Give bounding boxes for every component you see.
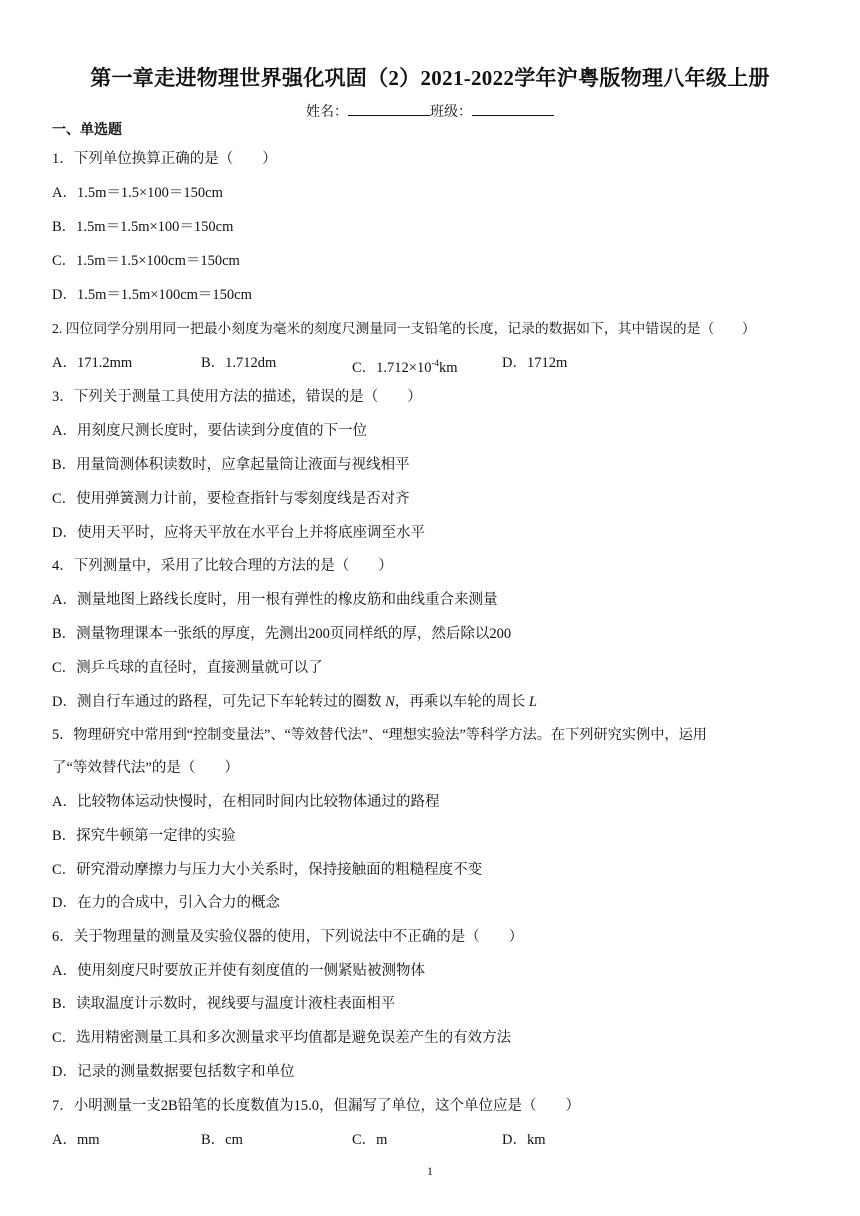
q4-option-d	[52, 692, 537, 712]
q5-option-c: C．研究滑动摩擦力与压力大小关系时，保持接触面的粗糙程度不变	[52, 862, 483, 878]
q5-option-d: D．在力的合成中，引入合力的概念	[52, 895, 280, 911]
page-number: 1	[427, 1164, 433, 1178]
q4-option-d-text-2: ，再乘以车轮的周长	[394, 694, 529, 710]
student-info	[0, 101, 860, 121]
q5-option-a: A．比较物体运动快慢时，在相同时间内比较物体通过的路程	[52, 794, 440, 810]
q5-option-b: B．探究牛顿第一定律的实验	[52, 828, 236, 844]
q3-option-a: A．用刻度尺测长度时，要估读到分度值的下一位	[52, 423, 367, 439]
q2-option-c-base: C．1.712×10	[352, 359, 432, 376]
q7-stem: 7．小明测量一支2B铅笔的长度数值为15.0，但漏写了单位，这个单位应是（ ）	[52, 1098, 581, 1114]
q5-stem-line-1: 5．物理研究中常用到“控制变量法”、“等效替代法”、“理想实验法”等科学方法。在下列研究实例中，运用	[52, 727, 707, 743]
q6-option-b: B．读取温度计示数时，视线要与温度计液柱表面相平	[52, 996, 396, 1012]
q2-option-c-unit: km	[438, 359, 458, 376]
q3-stem: 3．下列关于测量工具使用方法的描述，错误的是（ ）	[52, 389, 422, 405]
q4-option-c: C．测乒乓球的直径时，直接测量就可以了	[52, 660, 323, 676]
q4-stem: 4．下列测量中，采用了比较合理的方法的是（ ）	[52, 558, 393, 574]
q6-option-c: C．选用精密测量工具和多次测量求平均值都是避免误差产生的有效方法	[52, 1030, 512, 1046]
q7-option-c: C．m	[352, 1132, 388, 1148]
q1-option-d: D．1.5m＝1.5m×100cm＝150cm	[52, 287, 252, 303]
name-label: 姓名：	[306, 105, 348, 120]
document-title: 第一章走进物理世界强化巩固（2）2021-2022学年沪粤版物理八年级上册	[90, 66, 770, 90]
q2-option-d: D．1712m	[502, 355, 568, 371]
q2-option-c	[352, 353, 458, 378]
q6-option-d: D．记录的测量数据要包括数字和单位	[52, 1064, 295, 1080]
q3-option-c: C．使用弹簧测力计前，要检查指针与零刻度线是否对齐	[52, 491, 410, 507]
q4-option-b: B．测量物理课本一张纸的厚度，先测出200页同样纸的厚，然后除以200	[52, 626, 512, 642]
q4-option-d-text-1: D．测自行车通过的路程，可先记下车轮转过的圈数	[52, 694, 386, 710]
q4-option-a: A．测量地图上路线长度时，用一根有弹性的橡皮筋和曲线重合来测量	[52, 592, 498, 608]
q7-option-d: D．km	[502, 1132, 546, 1148]
q3-option-d: D．使用天平时，应将天平放在水平台上并将底座调至水平	[52, 525, 425, 541]
q4-option-d-var-l: L	[528, 694, 537, 710]
q6-stem: 6．关于物理量的测量及实验仪器的使用，下列说法中不正确的是（ ）	[52, 929, 524, 945]
q3-option-b: B．用量筒测体积读数时，应拿起量筒让液面与视线相平	[52, 457, 410, 473]
q2-stem: 2. 四位同学分别用同一把最小刻度为毫米的刻度尺测量同一支铅笔的长度，记录的数据如下，其中错误的是（ ）	[52, 321, 756, 336]
q2-option-c-exponent: -4	[431, 358, 439, 368]
q5-stem-line-2: 了“等效替代法”的是（ ）	[52, 760, 239, 776]
q7-option-a: A．mm	[52, 1132, 100, 1148]
q6-option-a: A．使用刻度尺时要放正并使有刻度值的一侧紧贴被测物体	[52, 963, 425, 979]
q7-option-b: B．cm	[201, 1132, 243, 1148]
class-blank	[472, 103, 554, 116]
class-label: 班级：	[430, 105, 472, 120]
q1-stem: 1．下列单位换算正确的是（ ）	[52, 151, 277, 167]
name-blank	[348, 103, 430, 116]
q2-option-b: B．1.712dm	[201, 355, 277, 371]
q1-option-b: B．1.5m＝1.5m×100＝150cm	[52, 219, 234, 235]
q1-option-c: C．1.5m＝1.5×100cm＝150cm	[52, 253, 240, 269]
section-heading: 一、单选题	[52, 123, 122, 138]
q2-option-a: A．171.2mm	[52, 355, 133, 371]
q4-option-d-var-n: N	[385, 694, 395, 710]
q1-option-a: A．1.5m＝1.5×100＝150cm	[52, 185, 223, 201]
